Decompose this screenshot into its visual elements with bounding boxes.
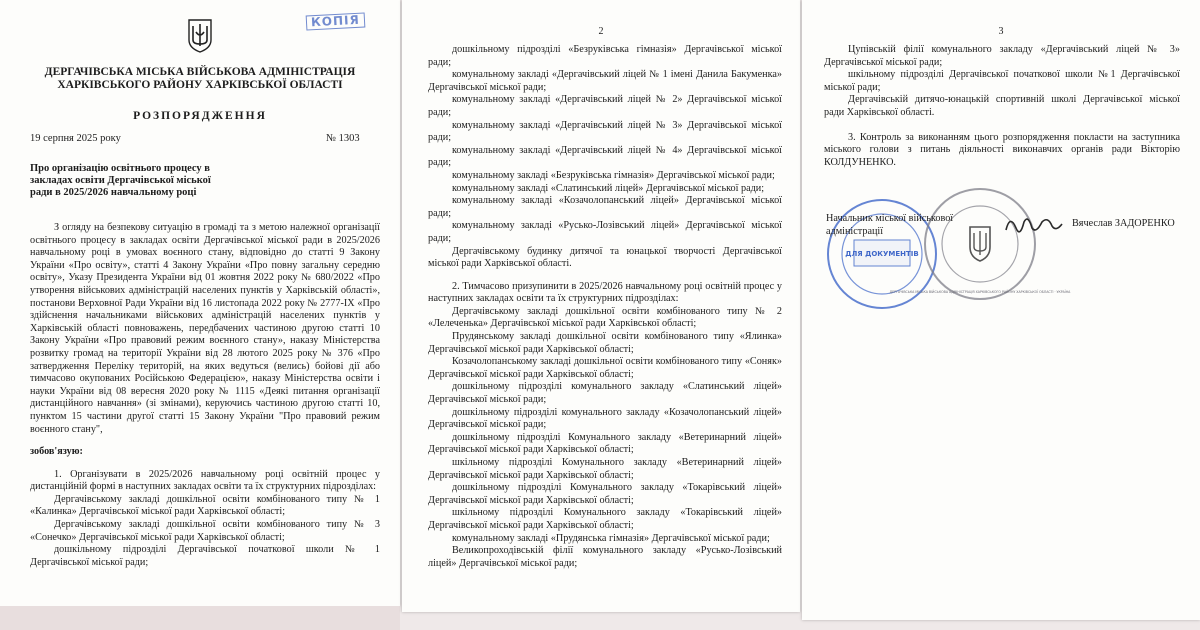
list-item: комунальному закладі «Безруківська гімназія» Дергачівської міської ради; (452, 169, 775, 181)
copy-stamp: КОПІЯ (306, 12, 365, 30)
item-1-intro: 1. Організувати в 2025/2026 навчальному році освітній процес у дистанційній формі в наступних закладах освіти та їх структурних підрозділах: (30, 468, 380, 493)
list-item: дошкільному підрозділі «Безруківська гімназія» Дергачівської міської ради; (428, 44, 782, 68)
list-item: Дергачівському закладі дошкільної освіти комбінованого типу № 2 «Лелеченька» Дергачівської міської ради Харківської області; (428, 305, 782, 330)
list-item: комунальному закладі «Дергачівський ліцей № 2» Дергачівської міської ради; (428, 94, 782, 118)
list-item: комунальному закладі «Козачолопанський ліцей» Дергачівської міської ради; (428, 195, 782, 219)
list-item: Дергачівській дитячо-юнацькій спортивній школі Дергачівської міської ради Харківської області. (824, 94, 1180, 118)
item-2-intro: 2. Тимчасово призупинити в 2025/2026 навчальному році освітній процес у наступних закладах освіти та їх структурних підрозділах: (428, 280, 782, 305)
signatory-title: Начальник міської військової адміністрації (826, 213, 954, 237)
list-item: дошкільному підрозділі комунального закладу «Слатинський ліцей» Дергачівської міської ради; (428, 381, 782, 406)
list-item: шкільному підрозділі Комунального закладу «Токарівський ліцей» Дергачівської міської ради Харківської області; (428, 507, 782, 531)
list-item: комунальному закладі «Прудянська гімназія» Дергачівської міської ради; (452, 532, 770, 544)
document-number: № 1303 (326, 133, 360, 144)
list-item: Дергачівському будинку дитячої та юнацької творчості Дергачівської міської ради Харківської області. (428, 245, 782, 270)
document-date: 19 серпня 2025 року (30, 133, 121, 144)
document-header (30, 66, 370, 92)
list-item: шкільному підрозділі Комунального закладу «Ветеринарний ліцей» Дергачівської міської ради Харківської області; (428, 457, 782, 481)
list-item: Козачолопанському закладі дошкільної освіти комбінованого типу «Соняк» Дергачівської міської ради Харківської області; (428, 356, 782, 380)
list-item: комунальному закладі «Дергачівський ліцей № 4» Дергачівської міської ради; (428, 144, 782, 169)
list-item: Дергачівському закладі дошкільної освіти комбінованого типу № 1 «Калинка» Дергачівської міської ради Харківської області; (30, 493, 380, 518)
page-1-body (30, 222, 380, 569)
list-item: Великопроходівській філії комунального закладу «Русько-Лозівський ліцей» Дергачівської міської ради; (428, 545, 782, 569)
list-item: комунальному закладі «Слатинський ліцей» Дергачівської міської ради; (452, 182, 765, 194)
document-page-3 (802, 0, 1200, 620)
page-1-bottom-shadow (0, 606, 400, 630)
item-3-control: 3. Контроль за виконанням цього розпорядження покласти на заступника міського голови з питань діяльності виконавчих органів ради Вікторію КОЛДУНЕНКО. (824, 131, 1180, 168)
page-2-body (428, 44, 782, 570)
ukraine-trident-emblem (186, 18, 214, 54)
page-3-body (824, 44, 1180, 169)
seal-caption: ДЕРГАЧІВСЬКА МІСЬКА ВІЙСЬКОВА АДМІНІСТРАЦІЯ ХАРКІВСЬКОГО РАЙОНУ ХАРКІВСЬКОЇ ОБЛАСТІ · УКРАЇНА (889, 290, 1071, 294)
oblige-heading: зобов'язую: (30, 446, 83, 458)
list-item: Цупівській філії комунального закладу «Дергачівський ліцей № 3» Дергачівської міської ради; (824, 44, 1180, 68)
blue-stamp-caption: ДЛЯ ДОКУМЕНТІВ (845, 250, 919, 258)
list-item: дошкільному підрозділі Комунального закладу «Токарівський ліцей» Дергачівської міської ради Харківської області; (428, 482, 782, 506)
list-item: дошкільному підрозділі Дергачівської початкової школи № 1 Дергачівської міської ради; (30, 544, 380, 568)
document-page-2 (402, 0, 800, 612)
list-item: комунальному закладі «Дергачівський ліцей № 3» Дергачівської міської ради; (428, 119, 782, 144)
document-subject: Про організацію освітнього процесу в закладах освіти Дергачівської міської ради в 2025/2026 навчальному році (30, 163, 211, 198)
header-line-1: ДЕРГАЧІВСЬКА МІСЬКА ВІЙСЬКОВА АДМІНІСТРАЦІЯ (44, 66, 356, 78)
list-item: комунальному закладі «Русько-Лозівський ліцей» Дергачівської міської ради; (428, 220, 782, 244)
document-page-1 (0, 0, 400, 606)
page-number: 3 (998, 26, 1004, 37)
list-item: дошкільному підрозділі комунального закладу «Козачолопанський ліцей» Дергачівської міської ради; (428, 406, 782, 431)
page-number: 2 (598, 26, 604, 37)
list-item: шкільному підрозділі Дергачівської початкової школи №1 Дергачівської міської ради; (824, 69, 1180, 93)
list-item: Прудянському закладі дошкільної освіти комбінованого типу «Ялинка» Дергачівської міської ради Харківської області; (428, 331, 782, 355)
handwritten-signature (1002, 210, 1064, 240)
list-item: Дергачівському закладі дошкільної освіти комбінованого типу № 3 «Сонечко» Дергачівської міської ради Харківської області; (30, 519, 380, 543)
list-item: комунальному закладі «Дергачівський ліцей № 1 імені Данила Бакуменка» Дергачівської міської ради; (428, 69, 782, 93)
header-line-2: ХАРКІВСЬКОГО РАЙОНУ ХАРКІВСЬКОЇ ОБЛАСТІ (57, 79, 343, 91)
document-type: РОЗПОРЯДЖЕННЯ (133, 110, 267, 122)
signatory-name: Вячеслав ЗАДОРЕНКО (1072, 218, 1175, 229)
list-item: дошкільному підрозділі Комунального закладу «Ветеринарний ліцей» Дергачівської міської ради Харківської області; (428, 431, 782, 456)
preamble: З огляду на безпекову ситуацію в громаді та з метою належної організації освітнього процесу в закладах освіти Дергачівської міської ради в 2025/2026 навчальному році в умовах воєнного стану, відповідно до статті 9 Закону України «Про освіту», статті 4 Закону України «Про повну загальну середню освіту», Указу Президента України від 01 жовтня 2022 року № 680/2022 «Про утворення військових адміністрацій населених пунктів у Харківській області», постанови Верховної Ради України від 16 листопада 2022 року № 2777-IX «Про здійснення начальниками військових адміністрацій населених пунктів у Харківській області повноважень, передбачених частиною другою статті 10 Закону України «Про правовий режим воєнного стану», наказу Міністерства розвитку громад на території України від 28 лютого 2025 року № 376 «Про затвердження Переліку територій, на яких ведуться (велись) бойові дії або тимчасово окупованих Російською Федерацією», наказу Міністерства освіти і науки України від 08 вересня 2020 року № 1115 «Деякі питання організації дистанційного навчання» (зі змінами), керуючись частиною другою статті 10, пунктом 15 частини другої статті 15 Закону України "Про правовий режим воєнного стану", (30, 222, 380, 435)
